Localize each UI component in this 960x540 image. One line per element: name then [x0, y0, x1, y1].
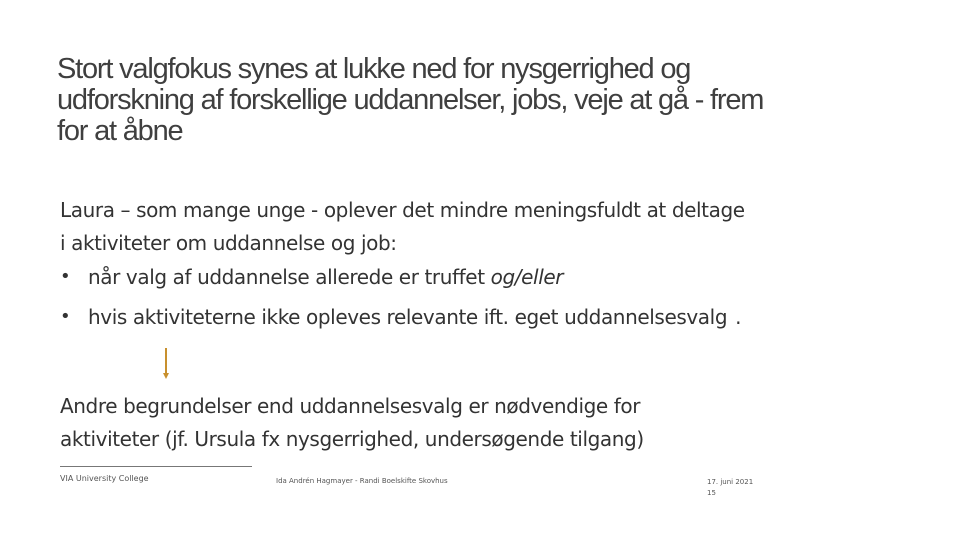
slide-title: [57, 54, 917, 147]
bullet-dot: •: [60, 306, 71, 327]
footer-date: 17. juni 2021: [707, 478, 754, 486]
conclusion-paragraph: [60, 390, 920, 456]
bullet-text: når valg af uddannelse allerede er truffet: [88, 265, 485, 289]
bullet-list: [60, 265, 920, 329]
down-arrow-icon: [164, 348, 168, 380]
footer-authors: Ida Andrén Hagmayer - Randi Boelskifte Skovhus: [276, 477, 448, 485]
slide-body: [60, 194, 920, 345]
bullet-dot: •: [60, 266, 71, 287]
page-number: 15: [707, 489, 716, 497]
title-line: udforskning af forskellige uddannelser, jobs, veje at gå - frem: [57, 84, 764, 116]
bullet-item: [60, 265, 920, 289]
conclusion-line: aktiviteter (jf. Ursula fx nysgerrighed, undersøgende tilgang): [60, 427, 644, 451]
intro-line: i aktiviteter om uddannelse og job:: [60, 231, 397, 255]
bullet-suffix: .: [735, 305, 742, 329]
footer-divider: [60, 466, 252, 467]
arrow-head: [163, 373, 169, 379]
intro-line: Laura – som mange unge - oplever det mindre meningsfuldt at deltage: [60, 198, 745, 222]
bullet-item: [60, 305, 920, 329]
title-line: Stort valgfokus synes at lukke ned for nysgerrighed og: [57, 53, 691, 85]
footer-date-block: [707, 477, 753, 499]
footer-organization: VIA University College: [60, 474, 149, 483]
bullet-text: hvis aktiviteterne ikke opleves relevante ift. eget uddannelsesvalg: [88, 305, 728, 329]
bullet-italic-text: og/eller: [490, 265, 564, 289]
conclusion-line: Andre begrundelser end uddannelsesvalg er nødvendige for: [60, 394, 641, 418]
intro-paragraph: [60, 194, 920, 260]
arrow-shaft: [165, 348, 167, 374]
title-line: for at åbne: [57, 115, 183, 147]
